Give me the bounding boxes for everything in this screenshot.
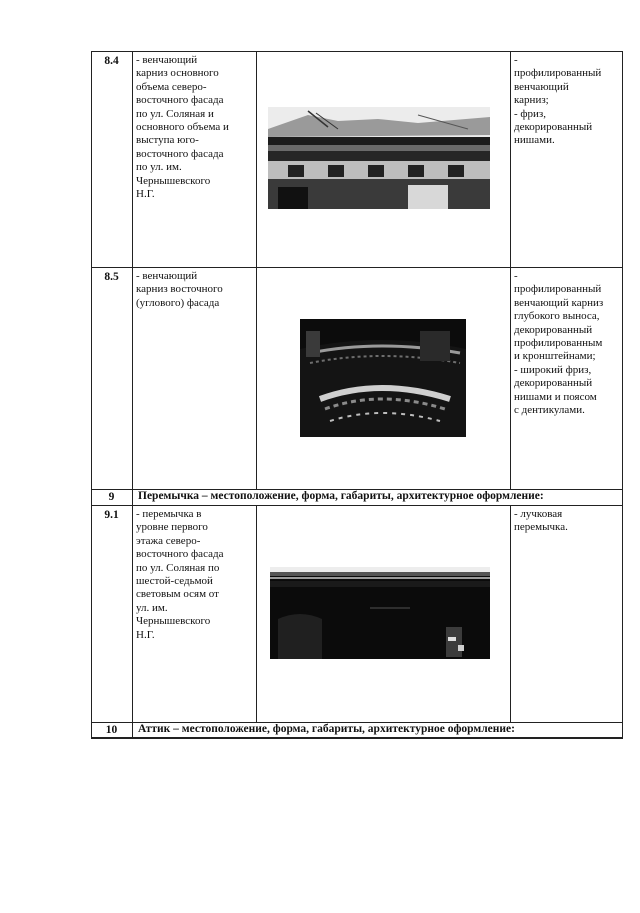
section-title: Аттик – местоположение, форма, габариты, архитектурное оформление:: [138, 723, 515, 735]
section-header-10: [91, 722, 623, 738]
row-number: 9.1: [104, 509, 119, 521]
cornice-east-corner-photo: [270, 319, 492, 437]
element-features: - профилированный венчающий карниз; - фриз, декорированный нишами.: [514, 54, 602, 147]
section-number: 9: [108, 491, 115, 503]
row-number: 8.4: [104, 55, 119, 67]
element-description: - перемычка в уровне первого этажа северо- восточного фасада по ул. Соляная по шестой-седьмой световым осям от ул. им. Чернышевского Н.Г.: [136, 508, 224, 641]
element-features: - профилированный венчающий карниз глубокого выноса, декорированный профилированным и кронштейнами; - широкий фриз, декорированный нишами и поясом с дентикулами.: [514, 270, 604, 417]
row-number: 8.5: [104, 271, 119, 283]
table-row-8-4: [91, 51, 623, 267]
table-row-8-5: [91, 267, 623, 489]
section-header-9: [91, 489, 623, 505]
lintel-photo: [270, 567, 490, 659]
cornice-northeast-photo: [268, 107, 490, 209]
section-number: 10: [105, 724, 118, 736]
table-row-9-1: [91, 505, 623, 722]
section-title: Перемычка – местоположение, форма, габариты, архитектурное оформление:: [138, 490, 544, 502]
element-features: - лучковая перемычка.: [514, 508, 568, 534]
element-description: - венчающий карниз восточного (углового) фасада: [136, 270, 223, 309]
element-description: - венчающий карниз основного объема северо- восточного фасада по ул. Соляная и основного объема и выступа юго- восточного фасада по ул. им. Чернышевского Н.Г.: [136, 54, 229, 201]
